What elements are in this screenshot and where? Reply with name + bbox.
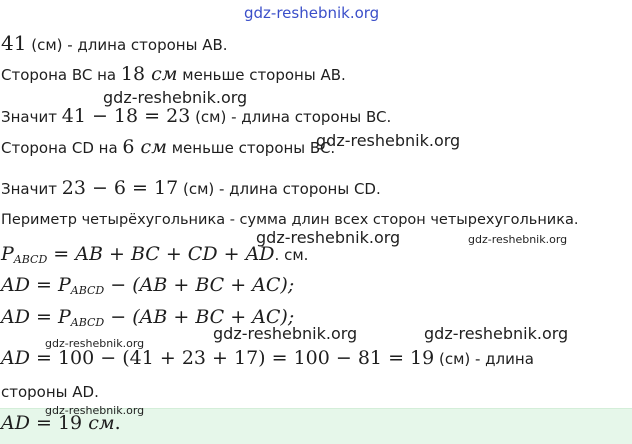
line-ad-formula-1: AD = $P_{ABCD} - (AB$ + BC + AC); [1, 274, 295, 297]
watermark-3: gdz-reshebnik.org [256, 228, 401, 247]
watermark-6: gdz-reshebnik.org [424, 324, 569, 343]
line-cd-shorter: Сторона CD на 6 см меньше стороны BC. [1, 136, 336, 158]
header-watermark[interactable]: gdz-reshebnik.org [244, 4, 380, 22]
value-41: 41 [1, 31, 27, 55]
watermark-8: gdz-reshebnik.org [45, 404, 145, 417]
line-ad-calc: AD = 100 − (41 + 23 + 17) = 100 − 81 = 19 (см) - длина [1, 347, 534, 369]
watermark-1: gdz-reshebnik.org [103, 88, 248, 107]
watermark-2: gdz-reshebnik.org [316, 131, 461, 150]
line-ab-length: 41 (см) - длина стороны AB. [1, 31, 228, 55]
line-perimeter-formula: $P_{ABCD}$ = AB + BC + CD + AD. см. [1, 243, 309, 266]
watermark-5: gdz-reshebnik.org [213, 324, 358, 343]
line-perimeter-def: Периметр четырёхугольника - сумма длин всех сторон четырехугольника. [1, 212, 579, 228]
answer-line: AD = 19 см. [1, 412, 121, 434]
line-ad-tail: стороны AD. [1, 383, 99, 401]
line-bc-calc: Значит 41 − 18 = 23 (см) - длина стороны BC. [1, 105, 392, 127]
watermark-4: gdz-reshebnik.org [468, 233, 568, 246]
line-ad-formula-2: AD = $P_{ABCD} - (AB$ + BC + AC); [1, 306, 295, 329]
watermark-7: gdz-reshebnik.org [45, 337, 145, 350]
line-cd-calc: Значит 23 − 6 = 17 (см) - длина стороны CD. [1, 177, 381, 199]
line-bc-shorter: Сторона BC на 18 см меньше стороны AB. [1, 63, 346, 85]
